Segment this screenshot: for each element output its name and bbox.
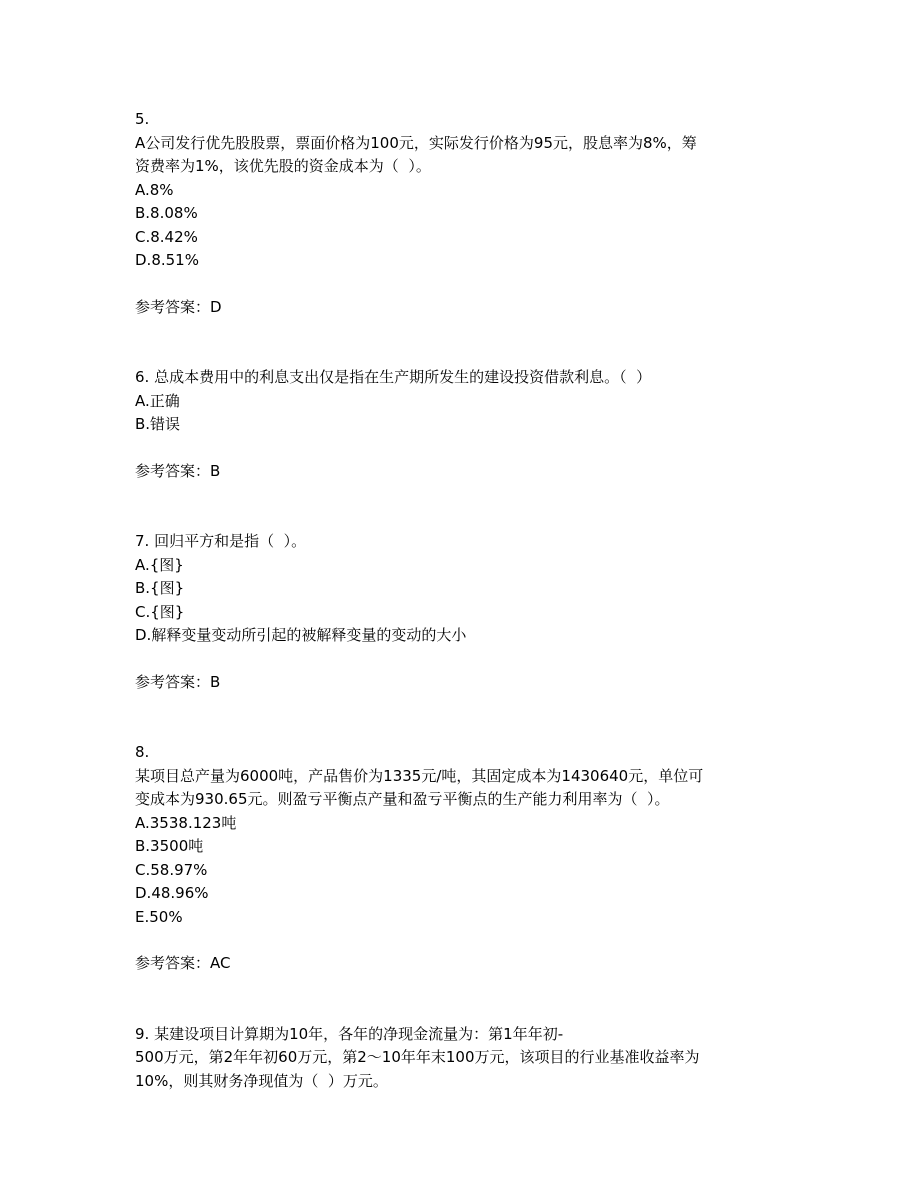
question-number: 8. <box>135 743 150 761</box>
option-e: E.50% <box>135 907 183 926</box>
option-c: C.8.42% <box>135 227 198 246</box>
spacer <box>135 694 795 741</box>
option-d: D.48.96% <box>135 884 209 902</box>
question-text: 变成本为930.65元。则盈亏平衡点产量和盈亏平衡点的生产能力利用率为（ ）。 <box>135 790 670 808</box>
question-7 <box>135 530 795 694</box>
option-c: C.{图} <box>135 602 185 621</box>
option-a: A.{图} <box>135 555 184 574</box>
option-b: B.错误 <box>135 415 181 433</box>
spacer <box>135 976 795 1023</box>
reference-answer: 参考答案：AC <box>135 954 231 972</box>
exam-document <box>135 108 795 1093</box>
question-8 <box>135 741 795 976</box>
question-text: 资费率为1%，该优先股的资金成本为（ ）。 <box>135 157 431 175</box>
question-text: 10%，则其财务净现值为（ ）万元。 <box>135 1071 388 1090</box>
option-b: B.{图} <box>135 579 185 597</box>
question-text: 500万元，第2年年初60万元，第2～10年年末100万元，该项目的行业基准收益率为 <box>135 1048 700 1066</box>
reference-answer: 参考答案：B <box>135 672 221 691</box>
option-d: D.解释变量变动所引起的被解释变量的变动的大小 <box>135 626 467 644</box>
reference-answer: 参考答案：B <box>135 461 221 480</box>
option-a: A.8% <box>135 180 174 199</box>
option-d: D.8.51% <box>135 251 199 269</box>
question-text: 6. 总成本费用中的利息支出仅是指在生产期所发生的建设投资借款利息。（ ） <box>135 368 652 386</box>
question-5 <box>135 108 795 319</box>
question-text: 9. 某建设项目计算期为10年，各年的净现金流量为：第1年年初- <box>135 1024 564 1043</box>
question-9 <box>135 1023 795 1094</box>
spacer <box>135 483 795 530</box>
option-b: B.8.08% <box>135 204 198 222</box>
option-b: B.3500吨 <box>135 837 204 855</box>
option-a: A.3538.123吨 <box>135 813 237 832</box>
question-text: 7. 回归平方和是指（ ）。 <box>135 532 307 550</box>
question-text: 某项目总产量为6000吨，产品售价为1335元/吨，其固定成本为1430640元，单位可 <box>135 766 704 785</box>
option-c: C.58.97% <box>135 860 208 879</box>
question-6 <box>135 366 795 483</box>
spacer <box>135 319 795 366</box>
question-number: 5. <box>135 110 150 128</box>
question-text: A公司发行优先股股票，票面价格为100元，实际发行价格为95元，股息率为8%，筹 <box>135 133 697 152</box>
option-a: A.正确 <box>135 391 180 410</box>
reference-answer: 参考答案：D <box>135 297 222 316</box>
